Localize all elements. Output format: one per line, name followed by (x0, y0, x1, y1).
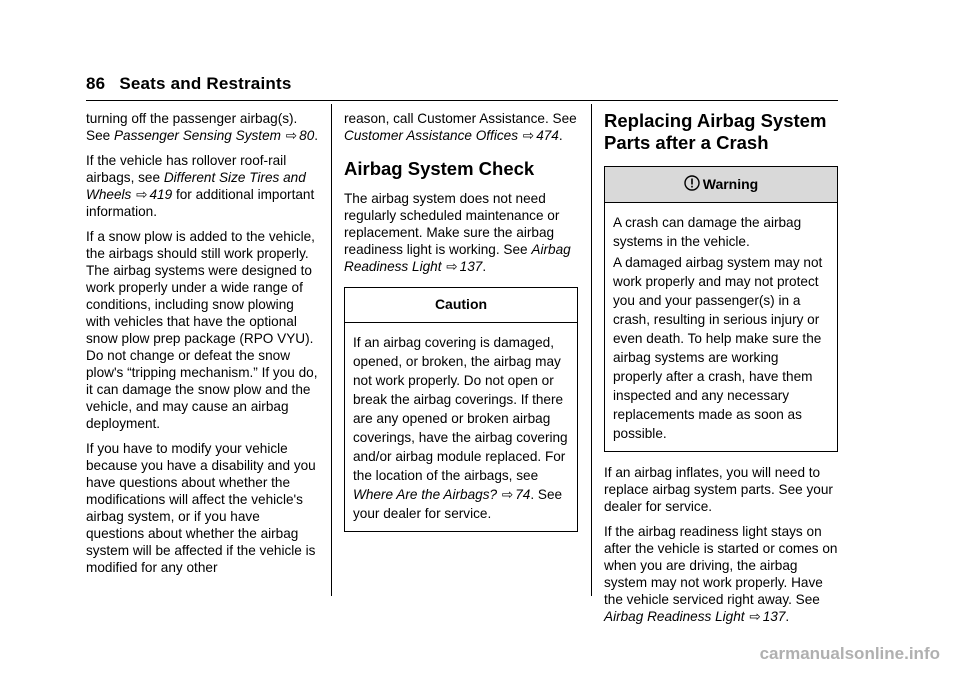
page-ref-icon: ⇨ (446, 259, 458, 274)
reference-link[interactable]: Airbag Readiness Light (344, 242, 571, 274)
watermark: carmanualsonline.info (759, 644, 940, 663)
paragraph (86, 152, 320, 220)
paragraph: A damaged airbag system may not work properly and may not protect you and your passenger(s) in a crash, resulting in serious injury or even death. To help make sure the airbag systems are working properly after a crash, have them inspected and any necessary replacements made as soon as possible. (613, 255, 823, 441)
text: If the vehicle has rollover roof-rail airbags, see (86, 153, 287, 185)
punctuation: . (558, 128, 563, 143)
text: If an airbag covering is damaged, opened, or broken, the airbag may not work properly. Do not open or break the airbag coverings. If there are any opened or broken airbag coverings, have the airbag covering and/or airbag module replaced. For the location of the airbags, see (353, 335, 568, 483)
warning-body (605, 202, 837, 451)
caution-title: Caution (434, 296, 488, 312)
reference-link[interactable]: Where Are the Airbags? (353, 487, 498, 502)
warning-header (605, 167, 837, 202)
paragraph: A crash can damage the airbag systems in the vehicle. (613, 215, 802, 249)
column-divider-1 (331, 104, 332, 596)
reference-link[interactable]: Customer Assistance Offices (344, 128, 519, 143)
page-header (86, 74, 292, 94)
page-ref[interactable]: 137 (762, 609, 786, 624)
paragraph: If an airbag inflates, you will need to replace airbag system parts. See your dealer for service. (604, 465, 833, 514)
section-title: Airbag System Check (344, 158, 535, 179)
page-ref[interactable]: 74 (515, 487, 531, 502)
page-ref[interactable]: 80 (299, 128, 315, 143)
paragraph (344, 110, 578, 144)
punctuation: . (314, 128, 319, 143)
caution-body (345, 322, 577, 531)
column-2 (344, 110, 578, 544)
warning-icon (684, 175, 700, 191)
punctuation: . (785, 609, 790, 624)
reference-link[interactable]: Airbag Readiness Light (604, 609, 745, 624)
paragraph: If a snow plow is added to the vehicle, the airbags should still work properly. The airbag systems were designed to work properly under a wide range of conditions, including snow plowing with vehicles that have the optional snow plow prep package (RPO VYU). Do not change or defeat the snow plow's “tripping mechanism.” If you do, it can damage the snow plow and the vehicle, and may cause an airbag deployment. (86, 229, 318, 431)
paragraph (86, 110, 320, 144)
punctuation: . (482, 259, 487, 274)
page-number: 86 (86, 74, 106, 93)
page-ref[interactable]: 137 (459, 259, 483, 274)
page-ref-icon: ⇨ (749, 609, 761, 624)
text: turning off the passenger airbag(s). See (86, 111, 298, 143)
column-1 (86, 110, 320, 584)
paragraph (344, 190, 578, 275)
page-ref-icon: ⇨ (501, 487, 514, 502)
paragraph (604, 523, 838, 625)
section-title: Replacing Airbag System Parts after a Crash (604, 110, 827, 153)
paragraph (353, 333, 569, 523)
page-ref-icon: ⇨ (522, 128, 535, 143)
page-title: Seats and Restraints (119, 74, 292, 93)
paragraph: If you have to modify your vehicle because you have a disability and you have questions about whether the modifications will affect the vehicle's airbag system, or if you have questions about whether the airbag system will be affected if the vehicle is modified for any other (86, 441, 316, 575)
text: The airbag system does not need regularly scheduled maintenance or replacement. Make sure the airbag readiness light is working. See (344, 191, 560, 257)
column-3 (604, 110, 838, 633)
page-ref[interactable]: 474 (536, 128, 559, 143)
warning-title: Warning (702, 176, 759, 192)
page-ref-icon: ⇨ (285, 128, 298, 143)
text: reason, call Customer Assistance. See (344, 111, 577, 126)
column-divider-2 (591, 104, 592, 596)
page-ref[interactable]: 419 (149, 187, 173, 202)
reference-link[interactable]: Passenger Sensing System (113, 128, 281, 143)
text: for additional important information. (86, 187, 315, 219)
caution-box (344, 287, 578, 532)
warning-box (604, 166, 838, 452)
page-ref-icon: ⇨ (136, 187, 148, 202)
reference-link[interactable]: Different Size Tires and Wheels (86, 170, 306, 202)
header-rule (86, 100, 838, 101)
text: If the airbag readiness light stays on after the vehicle is started or comes on when you are driving, the airbag system may not work properly. Have the vehicle serviced right away. See (604, 524, 838, 607)
text: . See your dealer for service. (353, 487, 563, 521)
